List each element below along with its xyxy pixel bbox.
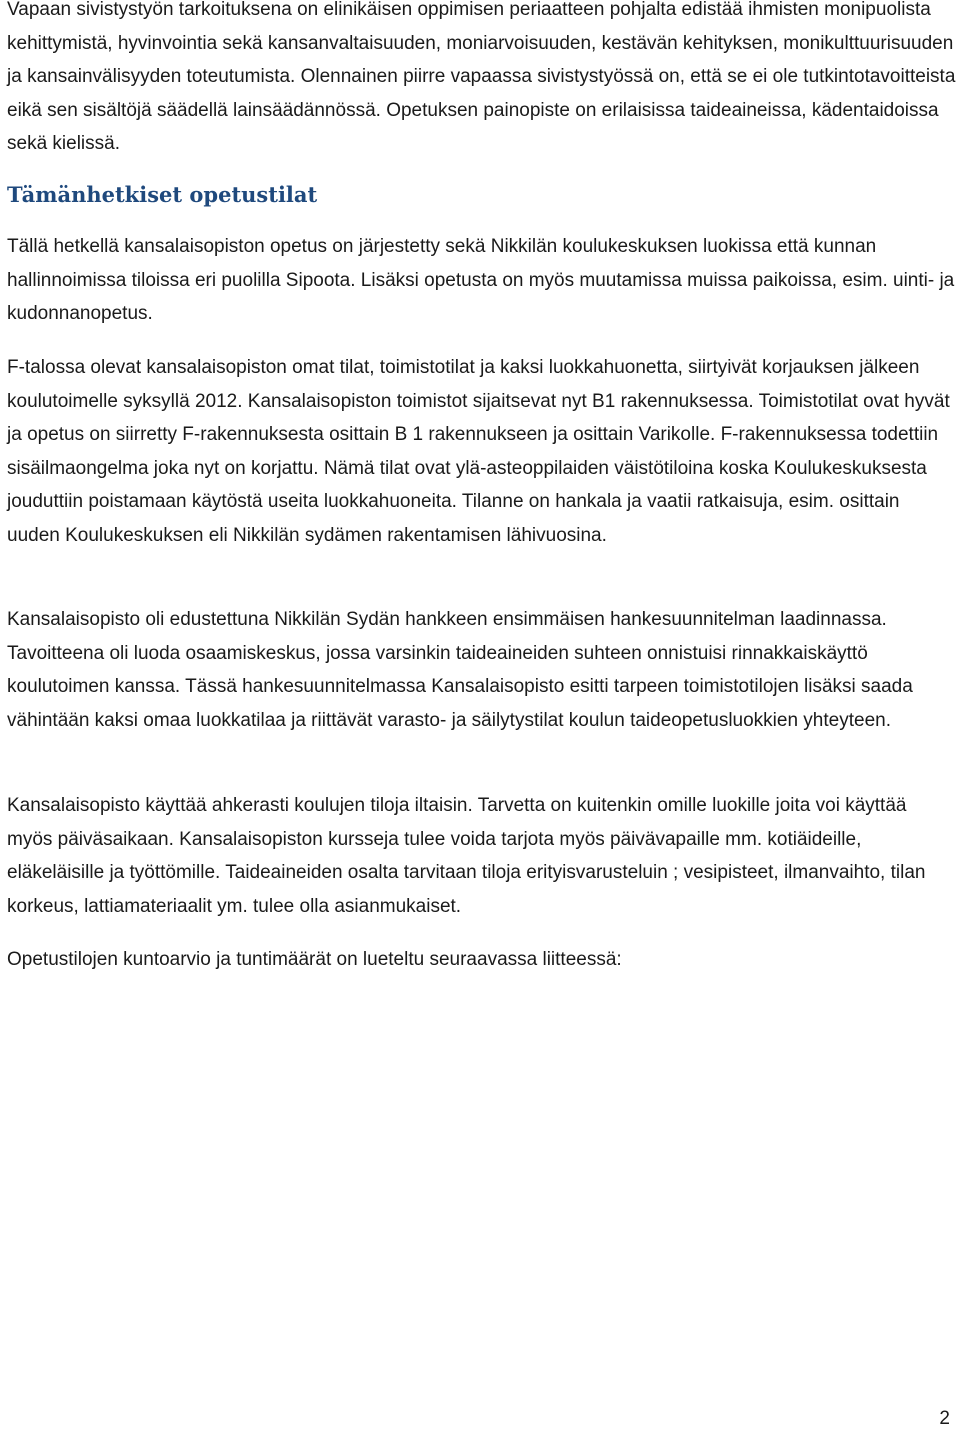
intro-paragraph: Vapaan sivistystyön tarkoituksena on elinikäisen oppimisen periaatteen pohjalta edistää ihmisten monipuolista kehittymistä, hyvinvointia sekä kansanvaltaisuuden, moniarvoisuuden, kestävän kehityksen, monikulttuurisuuden ja kansainvälisyyden toteutumista. Olennainen piirre vapaassa sivistystyössä on, että se ei ole tutkintotavoitteista eikä sen sisältöjä säädellä lainsäädännössä. Opetuksen painopiste on erilaisissa taideaineissa, kädentaidoissa sekä kielissä. [7, 0, 956, 154]
nikkila-heart-project-paragraph: Kansalaisopisto oli edustettuna Nikkilän Sydän hankkeen ensimmäisen hankesuunnitelman laadinnassa. Tavoitteena oli luoda osaamiskeskus, jossa varsinkin taideaineiden suhteen onnistuisi rinnakkaiskäyttö koulutoimen kanssa. Tässä hankesuunnitelmassa Kansalaisopisto esitti tarpeen toimistotilojen lisäksi saada vähintään kaksi omaa luokkatilaa ja riittävät varasto- ja säilytystilat koulun taideopetusluokkien yhteyteen. [7, 609, 913, 731]
section-heading: Tämänhetkiset opetustilat [7, 182, 318, 207]
current-facilities-paragraph: Tällä hetkellä kansalaisopiston opetus on järjestetty sekä Nikkilän koulukeskuksen luokissa että kunnan hallinnoimissa tiloissa eri puolilla Sipoota. Lisäksi opetusta on myös muutamissa muissa paikoissa, esim. uinti- ja kudonnanopetus. [7, 236, 955, 324]
appendix-reference-paragraph: Opetustilojen kuntoarvio ja tuntimäärät on lueteltu seuraavassa liitteessä: [7, 949, 622, 970]
space-needs-paragraph: Kansalaisopisto käyttää ahkerasti koulujen tiloja iltaisin. Tarvetta on kuitenkin omille luokille joita voi käyttää myös päiväsaikaan. Kansalaisopiston kursseja tulee voida tarjota myös päivävapaille mm. kotiäideille, eläkeläisille ja työttömille. Taideaineiden osalta tarvitaan tiloja erityisvarusteluin ; vesipisteet, ilmanvaihto, tilan korkeus, lattiamateriaalit ym. tulee olla asianmukaiset. [7, 795, 926, 917]
page-number: 2 [939, 1408, 950, 1429]
f-building-paragraph: F-talossa olevat kansalaisopiston omat tilat, toimistotilat ja kaksi luokkahuonetta, siirtyivät korjauksen jälkeen koulutoimelle syksyllä 2012. Kansalaisopiston toimistot sijaitsevat nyt B1 rakennuksessa. Toimistotilat ovat hyvät ja opetus on siirretty F-rakennuksesta osittain B 1 rakennukseen ja osittain Varikolle. F-rakennuksessa todettiin sisäilmaongelma joka nyt on korjattu. Nämä tilat ovat ylä-asteoppilaiden väistötiloina koska Koulukeskuksesta jouduttiin poistamaan käytöstä useita luokkahuoneita. Tilanne on hankala ja vaatii ratkaisuja, esim. osittain uuden Koulukeskuksen eli Nikkilän sydämen rakentamisen lähivuosina. [7, 357, 950, 546]
